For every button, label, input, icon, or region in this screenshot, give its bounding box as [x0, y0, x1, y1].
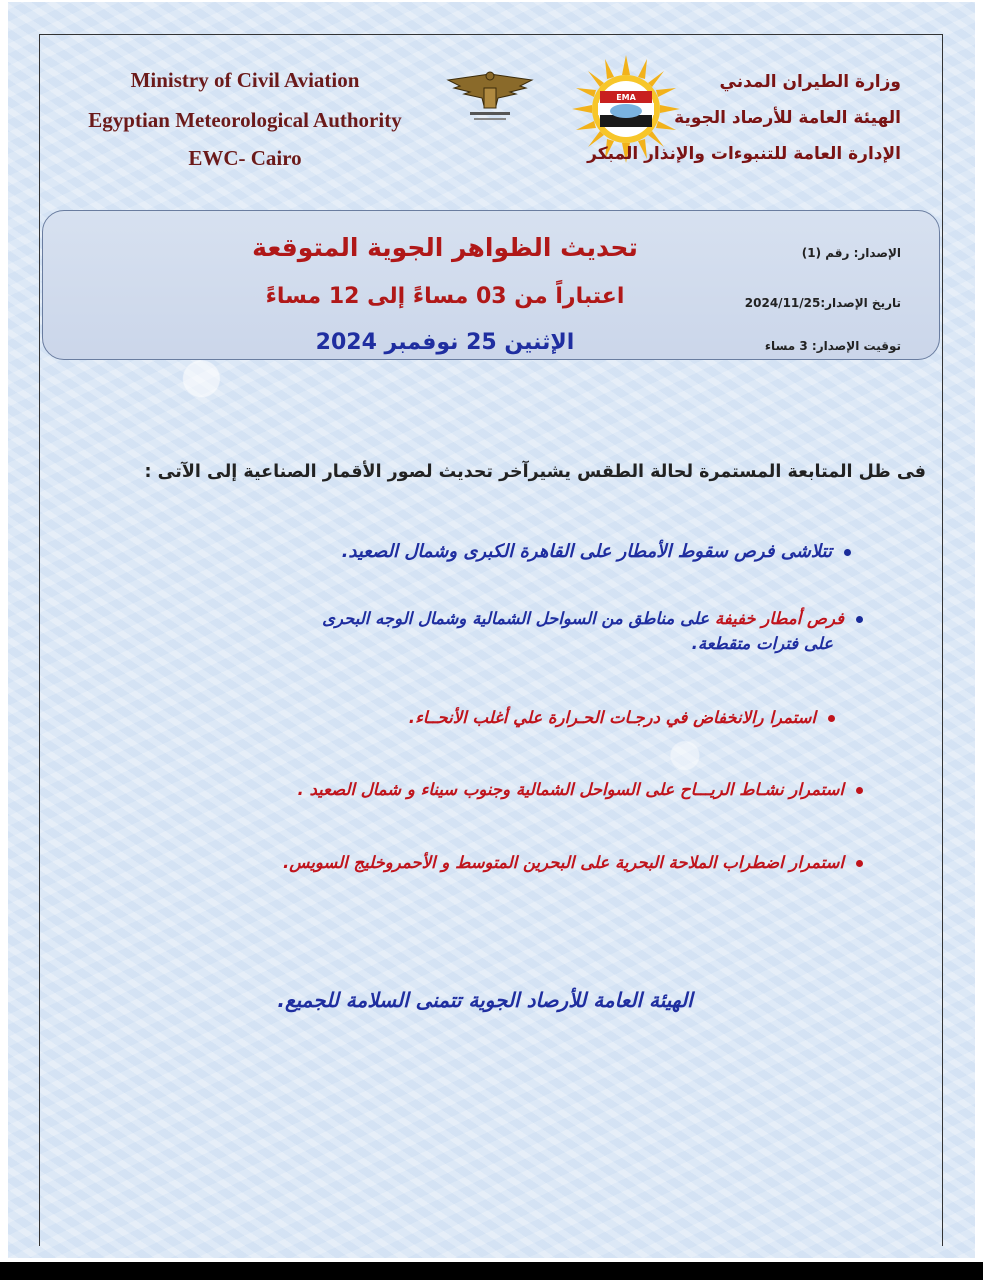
bullet-text-2: على مناطق من السواحل الشمالية وشمال الوجه البحرى [322, 609, 715, 628]
header-en-ministry: Ministry of Civil Aviation [130, 68, 360, 92]
bullet-dot-icon [828, 715, 835, 722]
bottom-bar [0, 1262, 983, 1280]
eagle-emblem-icon [440, 66, 540, 126]
issue-number: الإصدار: رقم (1) [801, 246, 901, 260]
bullet-dot-icon [856, 787, 863, 794]
bullet-item-4 [123, 780, 863, 799]
bullet-item-3 [135, 708, 835, 727]
bullet-dot-icon [844, 549, 851, 556]
bullet-text-4: استمرار نشـاط الريـــاح على السواحل الشمالية وجنوب سيناء و شمال الصعيد . [297, 780, 844, 799]
header-en-authority: Egyptian Meteorological Authority [88, 108, 402, 132]
bullet-item-5 [123, 853, 863, 872]
header-ar-ministry: وزارة الطيران المدني [719, 72, 901, 92]
bullet-dot-icon [856, 616, 863, 623]
closing-message: الهيئة العامة للأرصاد الجوية تتمنى السلامة للجميع. [277, 988, 693, 1012]
validity-period: اعتباراً من 03 مساءً إلى 12 مساءً [265, 284, 625, 309]
bullet-item-1 [151, 541, 851, 562]
bullet-text-2-highlight: فرص أمطار خفيفة [714, 609, 844, 628]
forecast-date: الإثنين 25 نوفمبر 2024 [315, 330, 575, 355]
issue-time: توقيت الإصدار: 3 مساء [764, 339, 901, 353]
bullet-text-5: استمرار اضطراب الملاحة البحرية على البحرين المتوسط و الأحمروخليج السويس. [283, 853, 844, 872]
bullet-text-1: تتلاشى فرص سقوط الأمطار على القاهرة الكبرى وشمال الصعيد. [341, 541, 832, 562]
page-title: تحديث الظواهر الجوية المتوقعة [252, 233, 638, 262]
intro-text: فى ظل المتابعة المستمرة لحالة الطقس يشيرآخر تحديث لصور الأقمار الصناعية إلى الآتى : [144, 462, 926, 482]
ema-logo-text: EMA [616, 93, 636, 102]
header-ar-department: الإدارة العامة للتنبوءات والإنذار المبكر [587, 144, 901, 164]
bullet-dot-icon [856, 860, 863, 867]
bullet-item-2-continued: على فترات متقطعة. [691, 634, 833, 653]
bullet-item-2 [143, 606, 863, 632]
header-en-center: EWC- Cairo [188, 146, 302, 170]
issue-date: تاريخ الإصدار:2024/11/25 [744, 296, 901, 310]
bullet-text-3: استمرا رالانخفاض في درجـات الحـرارة علي أغلب الأنحــاء. [408, 708, 816, 727]
header-ar-authority: الهيئة العامة للأرصاد الجوية [674, 108, 901, 128]
